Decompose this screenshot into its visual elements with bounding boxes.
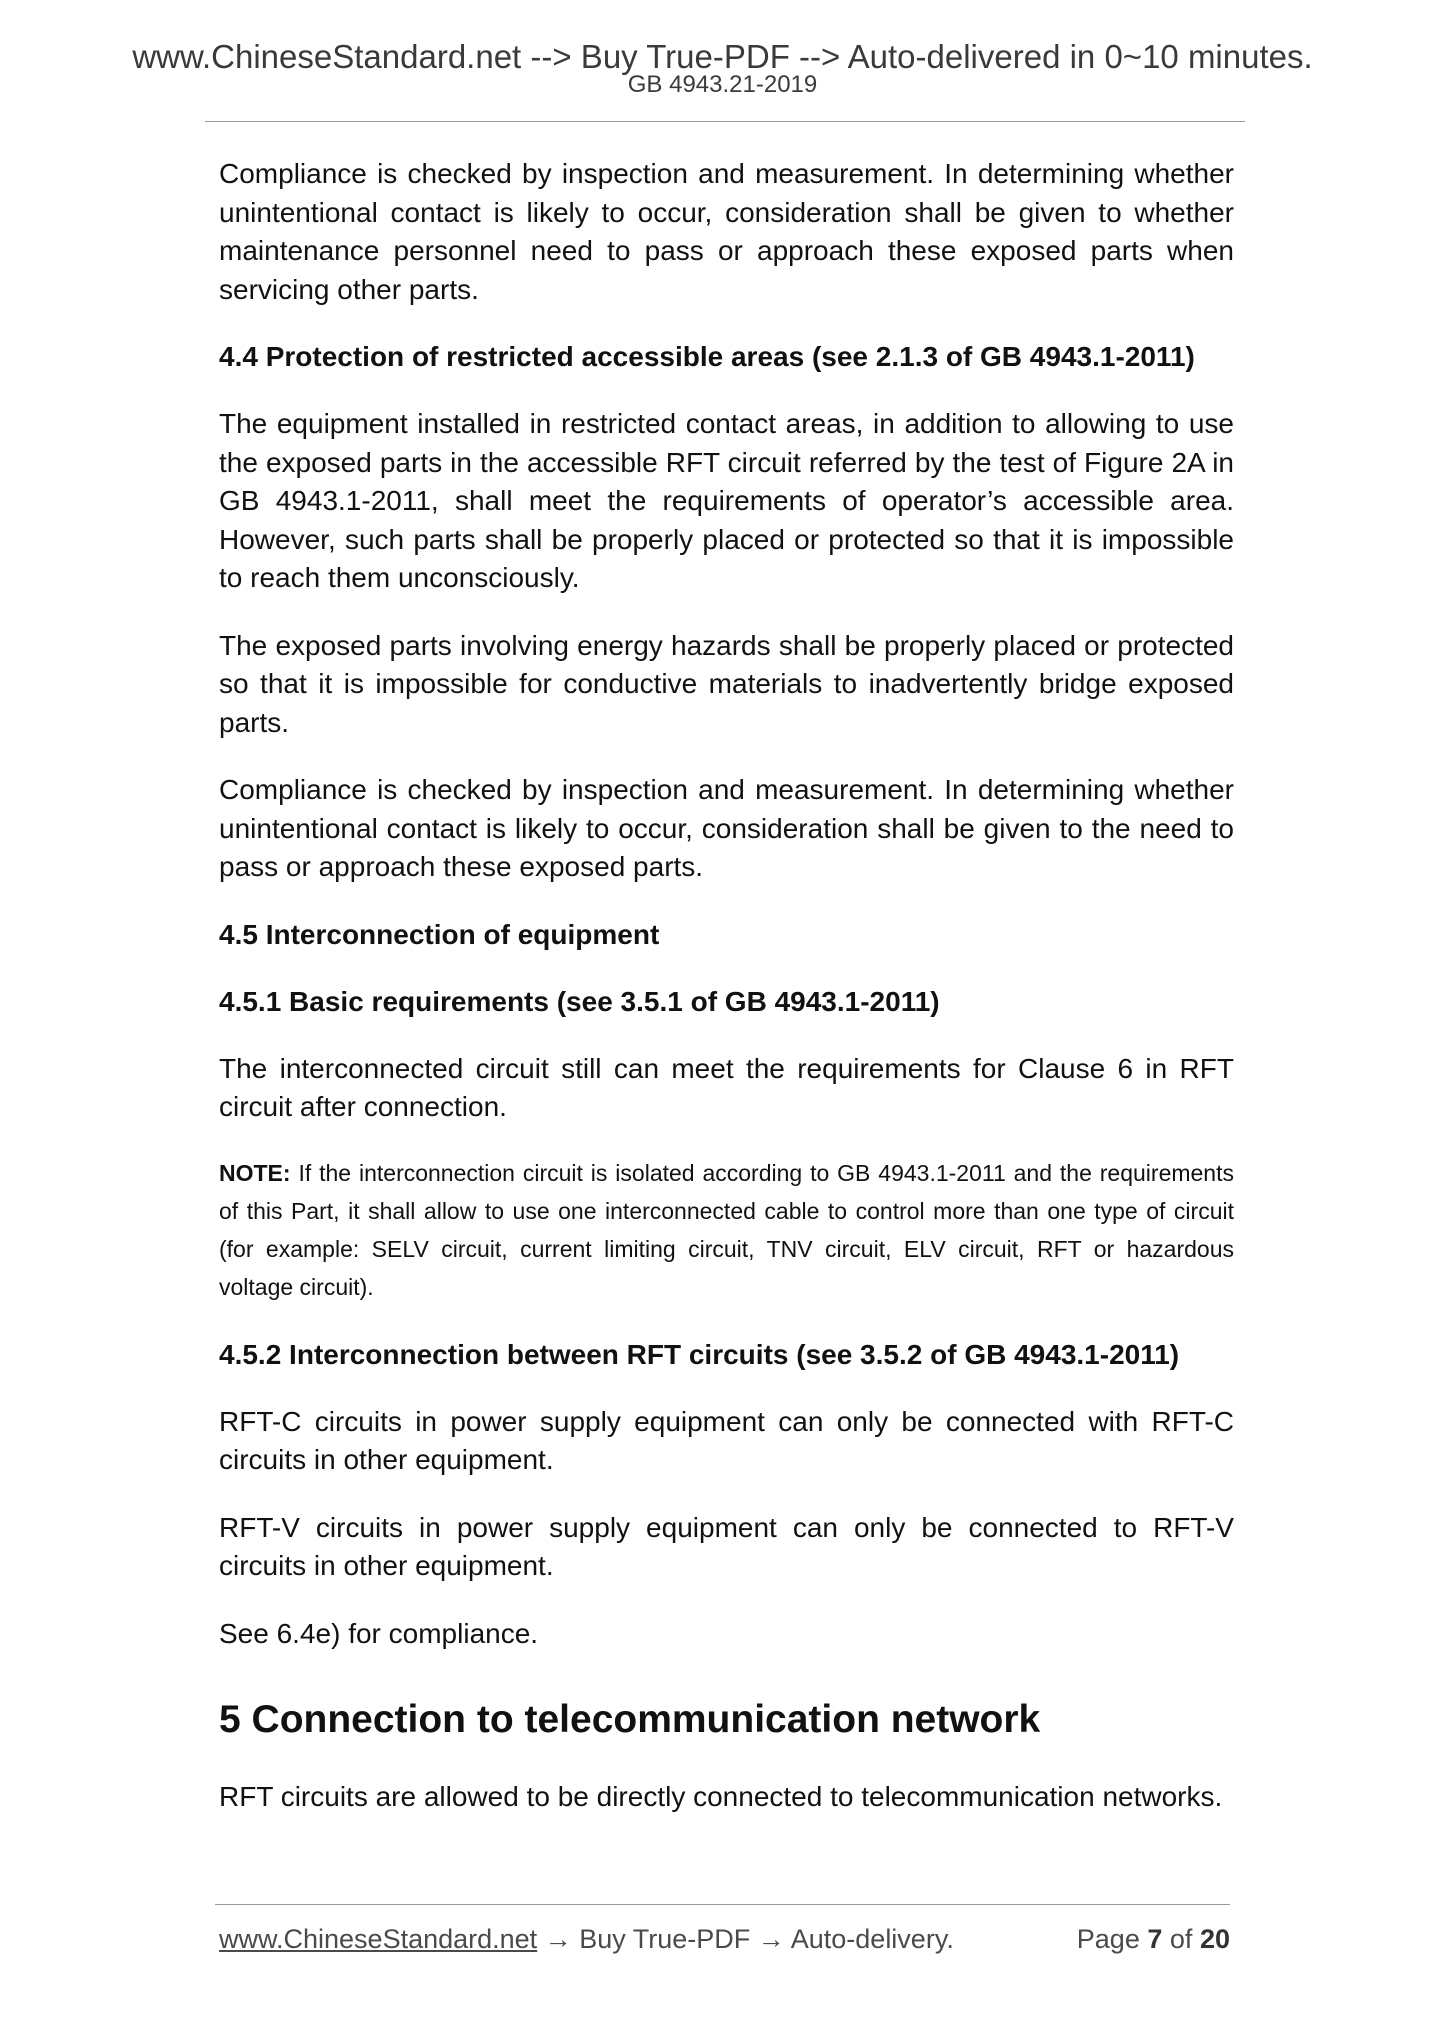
footer-divider xyxy=(215,1904,1230,1905)
heading-4-4: 4.4 Protection of restricted accessible areas (see 2.1.3 of GB 4943.1-2011) xyxy=(219,341,1195,372)
note xyxy=(219,1154,1234,1306)
paragraph-rft-v: RFT-V circuits in power supply equipment can only be connected to RFT-V circuits in other equipment. xyxy=(219,1511,1234,1581)
heading-4-5: 4.5 Interconnection of equipment xyxy=(219,918,660,950)
note-text: If the interconnection circuit is isolated according to GB 4943.1-2011 and the requirements of this Part, it shall allow to use one interconnected cable to control more than one type of circuit (for example: SELV circuit, current limiting circuit, TNV circuit, ELV circuit, RFT or hazardous voltage circuit). xyxy=(219,1159,1234,1300)
document-code: GB 4943.21-2019 xyxy=(627,71,818,98)
page-current: 7 xyxy=(1147,1924,1163,1954)
paragraph-energy-hazards: The exposed parts involving energy hazards shall be properly placed or protected so that it is impossible for conductive materials to inadvertently bridge exposed parts. xyxy=(219,629,1234,738)
paragraph-restricted-areas: The equipment installed in restricted contact areas, in addition to allowing to use the exposed parts in the accessible RFT circuit referred by the test of Figure 2A in GB 4943.1-2011, shall meet the requirements of operator’s accessible area. However, such parts shall be properly placed or protected so that it is impossible to reach them unconsciously. xyxy=(219,408,1234,593)
footer-site-link[interactable]: www.ChineseStandard.net xyxy=(219,1924,538,1954)
paragraph-see-compliance: See 6.4e) for compliance. xyxy=(219,1617,539,1649)
paragraph-compliance-contact: Compliance is checked by inspection and measurement. In determining whether unintentional contact is likely to occur, consideration shall be given to the need to pass or approach these exposed parts. xyxy=(219,774,1234,882)
footer-promo-text: → Buy True-PDF → Auto-delivery. xyxy=(537,1924,954,1954)
top-banner[interactable]: www.ChineseStandard.net --> Buy True-PDF --> Auto-delivered in 0~10 minutes. xyxy=(132,38,1313,75)
note-label: NOTE: xyxy=(219,1159,291,1186)
heading-4-5-2: 4.5.2 Interconnection between RFT circuits (see 3.5.2 of GB 4943.1-2011) xyxy=(219,1338,1180,1370)
heading-5: 5 Connection to telecommunication network xyxy=(219,1698,1041,1741)
page-number xyxy=(1077,1922,1230,1956)
paragraph-rft-telecom: RFT circuits are allowed to be directly connected to telecommunication networks. xyxy=(219,1781,1223,1812)
paragraph-compliance-maintenance: Compliance is checked by inspection and measurement. In determining whether unintentional contact is likely to occur, consideration shall be given to whether maintenance personnel need to pass or approach these exposed parts when servicing other parts. xyxy=(219,158,1234,305)
header-divider xyxy=(205,121,1245,122)
page-of: of xyxy=(1169,1924,1193,1954)
footer-promo xyxy=(219,1922,954,1956)
paragraph-rft-c: RFT-C circuits in power supply equipment can only be connected with RFT-C circuits in other equipment. xyxy=(219,1405,1234,1475)
page-label: Page xyxy=(1076,1924,1140,1954)
heading-4-5-1: 4.5.1 Basic requirements (see 3.5.1 of GB 4943.1-2011) xyxy=(219,985,940,1017)
page-total: 20 xyxy=(1199,1924,1230,1954)
page-body xyxy=(219,155,1234,1846)
paragraph-interconnected-circuit: The interconnected circuit still can meet the requirements for Clause 6 in RFT circuit after connection. xyxy=(219,1052,1234,1122)
